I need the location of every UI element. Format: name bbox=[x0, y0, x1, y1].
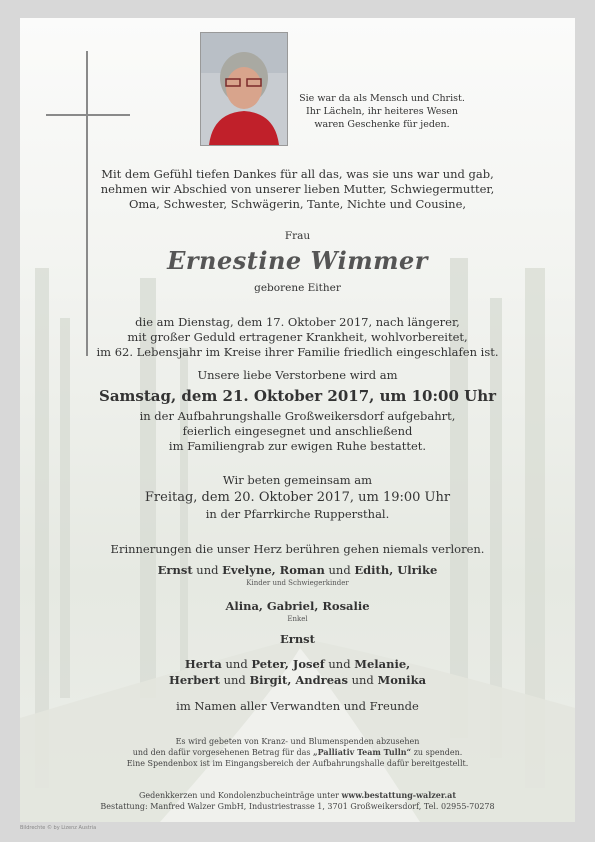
obituary-card bbox=[20, 18, 575, 822]
grandchildren-label: Enkel bbox=[287, 615, 308, 623]
salutation: Frau bbox=[284, 230, 311, 242]
partner: Ernst bbox=[280, 632, 315, 646]
website-link[interactable]: www.bestattung-walzer.at bbox=[341, 790, 457, 800]
relatives: im Namen aller Verwandten und Freunde bbox=[176, 699, 419, 713]
intro-text: Mit dem Gefühl tiefen Dankes für all das, was sie uns war und gab, nehmen wir Abschied von unserer lieben Mutter, Schwiegermutter, Oma, Schwester, Schwägerin, Tante, Nichte und Cousine, bbox=[100, 167, 495, 211]
siblings-line-2: Herbert und Birgit, Andreas und Monika bbox=[168, 673, 427, 687]
birth-name: geborene Either bbox=[254, 282, 341, 294]
prayer-place: in der Pfarrkirche Ruppersthal. bbox=[205, 507, 390, 521]
prayer-intro: Wir beten gemeinsam am bbox=[222, 473, 373, 487]
poem bbox=[292, 92, 472, 131]
funeral-intro: Unsere liebe Verstorbene wird am bbox=[197, 368, 398, 382]
grandchildren: Alina, Gabriel, Rosalie bbox=[225, 599, 370, 613]
prayer-date: Freitag, dem 20. Oktober 2017, um 19:00 Uhr bbox=[144, 490, 451, 505]
children-label: Kinder und Schwiegerkinder bbox=[246, 579, 349, 587]
poem-line: Ihr Lächeln, ihr heiteres Wesen bbox=[306, 106, 458, 117]
children-line: Ernst und Evelyne, Roman und Edith, Ulrike bbox=[157, 563, 438, 577]
siblings-line-1: Herta und Peter, Josef und Melanie, bbox=[184, 657, 411, 671]
funeral-date: Samstag, dem 21. Oktober 2017, um 10:00 Uhr bbox=[98, 387, 497, 405]
poem-line: Sie war da als Mensch und Christ. bbox=[299, 93, 465, 104]
death-text: die am Dienstag, dem 17. Oktober 2017, nach längerer, mit großer Geduld ertragener Krankheit, wohlvorbereitet, im 62. Lebensjahr im Kreise ihrer Familie friedlich eingeschlafen ist. bbox=[96, 315, 499, 359]
image-credit: Bildrechte © by Lizenz Austria bbox=[20, 825, 97, 831]
donation-note: Es wird gebeten von Kranz- und Blumenspenden abzusehen und den dafür vorgesehenen Betrag für das „Palliativ Team Tulln“ zu spenden. Eine Spendenbox ist im Eingangsbereich der Aufbahrungshalle dafür bereitgestellt. bbox=[126, 737, 469, 768]
quote: Erinnerungen die unser Herz berühren gehen niemals verloren. bbox=[110, 542, 485, 556]
poem-line: waren Geschenke für jeden. bbox=[314, 119, 450, 130]
portrait-photo bbox=[200, 32, 288, 146]
funeral-details: in der Aufbahrungshalle Großweikersdorf aufgebahrt, feierlich eingesegnet und anschließend im Familiengrab zur ewigen Ruhe bestattet. bbox=[139, 409, 456, 453]
deceased-name: Ernestine Wimmer bbox=[167, 246, 428, 275]
footer: Gedenkkerzen und Kondolenzbucheinträge unter www.bestattung-walzer.at Bestattung: Manfred Walzer GmbH, Industriestrasse 1, 3701 Großweikersdorf, Tel. 02955-70278 bbox=[100, 790, 495, 811]
